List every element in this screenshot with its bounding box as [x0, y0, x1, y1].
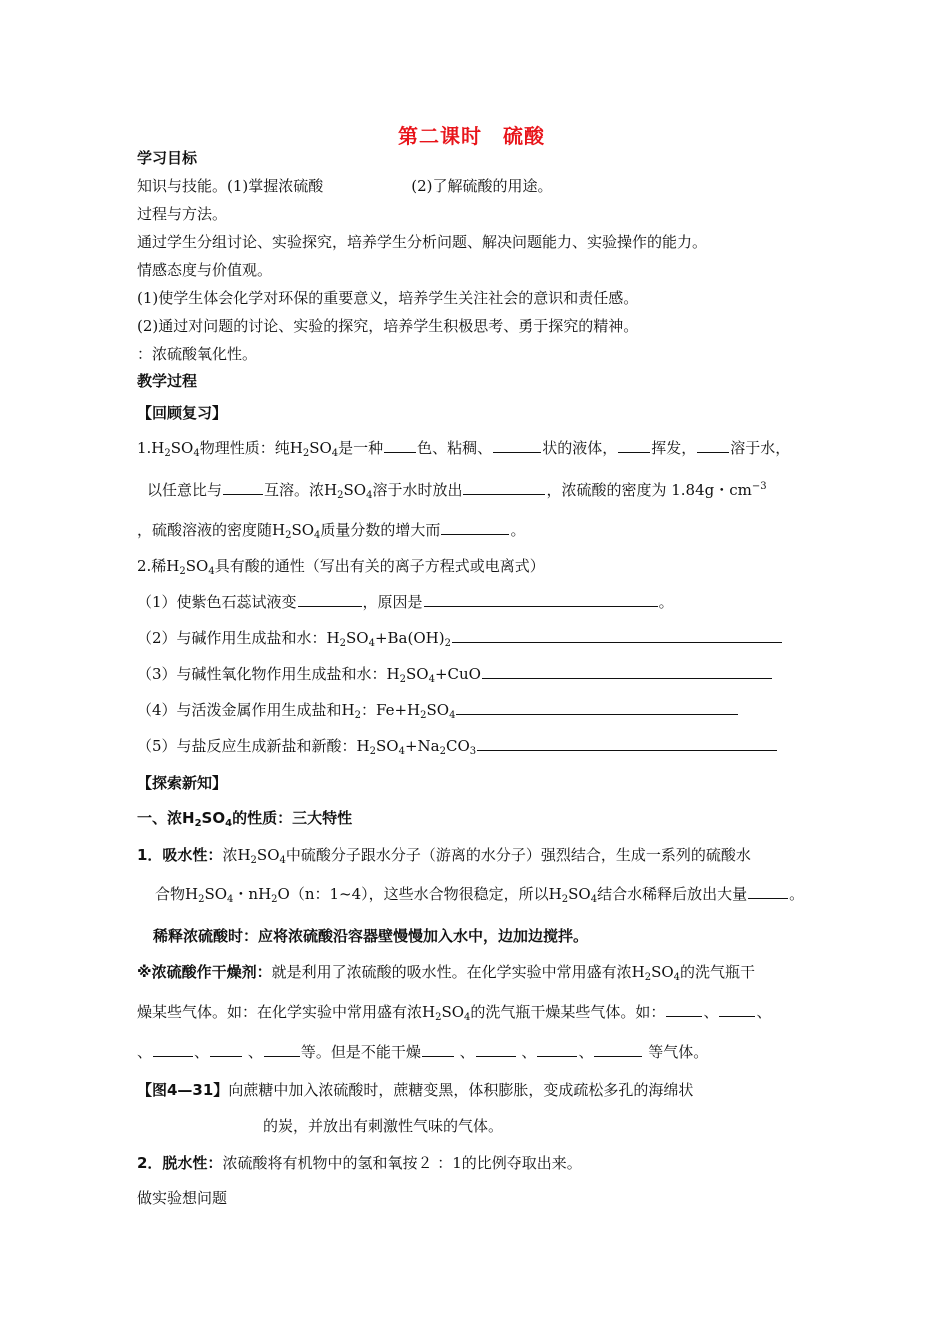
- desiccant-line2: 燥某些气体。如：在化学实验中常用盛有浓$H_2SO_4$的洗气瓶干燥某些气体。如： 、 、: [137, 1003, 772, 1023]
- blank[interactable]: [594, 1042, 642, 1057]
- blank[interactable]: [210, 1042, 242, 1057]
- review-q1-line2: 以任意比与 互溶。浓$H_2SO_4$溶于水时放出 ，浓硫酸的密度为 1.84g・$cm^{-3}$: [147, 481, 767, 501]
- objective-focus: ：浓硫酸氧化性。: [137, 345, 258, 363]
- objective-emotion-2: (2)通过对问题的讨论、实验的探究，培养学生积极思考、勇于探究的精神。: [137, 317, 639, 335]
- section-1-heading: 一、浓$H_2SO_4$的性质：三大特性: [137, 809, 353, 829]
- blank[interactable]: [424, 592, 658, 607]
- review-heading: 【回顾复习】: [137, 404, 228, 422]
- objective-emotion-1: (1)使学生体会化学对环保的重要意义，培养学生关注社会的意识和责任感。: [137, 289, 639, 307]
- dilution-note: 稀释浓硫酸时：应将浓硫酸沿容器壁慢慢加入水中，边加边搅拌。: [153, 927, 589, 945]
- desiccant-line3: 、 、 、 等。但是不能干燥 、 、 、 等气体。: [137, 1043, 709, 1061]
- blank[interactable]: [537, 1042, 577, 1057]
- objective-emotion-heading: 情感态度与价值观。: [137, 261, 273, 279]
- blank[interactable]: [482, 664, 772, 679]
- review-q2-item2: （2）与碱作用生成盐和水：$H_2SO_4+Ba(OH)_2$: [137, 628, 783, 648]
- figure-4-31-line2: 的炭，并放出有刺激性气味的气体。: [263, 1117, 504, 1135]
- experiment-note: 做实验想问题: [137, 1189, 228, 1207]
- review-q2: 2.稀$H_2SO_4$具有酸的通性（写出有关的离子方程式或电离式）: [137, 557, 545, 577]
- review-q2-item3: （3）与碱性氧化物作用生成盐和水：$H_2SO_4+CuO$: [137, 664, 773, 684]
- blank[interactable]: [719, 1002, 755, 1017]
- objective-process-heading: 过程与方法。: [137, 205, 228, 223]
- property-1-line1: 1．吸水性：浓$H_2SO_4$中硫酸分子跟水分子（游离的水分子）强烈结合，生成一系列的硫酸水: [137, 846, 751, 866]
- property-2: 2．脱水性：浓硫酸将有机物中的氢和氧按２ ：1的比例夺取出来。: [137, 1154, 582, 1172]
- blank[interactable]: [666, 1002, 702, 1017]
- page-title: 第二课时 硫酸: [398, 124, 545, 148]
- blank[interactable]: [463, 480, 545, 495]
- blank[interactable]: [476, 1042, 516, 1057]
- blank[interactable]: [748, 884, 788, 899]
- explore-heading: 【探索新知】: [137, 774, 228, 792]
- process-heading: 教学过程: [137, 372, 198, 390]
- review-q1-line3: ，硫酸溶液的密度随$H_2SO_4$质量分数的增大而 。: [137, 521, 526, 541]
- blank[interactable]: [697, 438, 729, 453]
- blank[interactable]: [153, 1042, 193, 1057]
- blank[interactable]: [441, 520, 509, 535]
- property-1-line2: 合物$H_2SO_4$・$nH_2O(n$：1~4），这些水合物很稳定，所以$H_2SO_4$结合水稀释后放出大量 。: [155, 885, 805, 905]
- blank[interactable]: [452, 628, 782, 643]
- review-q2-item4: （4）与活泼金属作用生成盐和$H_2$：$Fe+H_2SO_4$: [137, 700, 739, 720]
- objective-process-text: 通过学生分组讨论、实验探究，培养学生分析问题、解决问题能力、实验操作的能力。: [137, 233, 708, 251]
- objective-knowledge: 知识与技能。(1)掌握浓硫酸 (2)了解硫酸的用途。: [137, 177, 553, 195]
- blank[interactable]: [618, 438, 650, 453]
- blank[interactable]: [422, 1042, 454, 1057]
- figure-4-31-line1: 【图4—31】向蔗糖中加入浓硫酸时，蔗糖变黑，体积膨胀，变成疏松多孔的海绵状: [137, 1081, 694, 1099]
- desiccant-line1: ※浓硫酸作干燥剂：就是利用了浓硫酸的吸水性。在化学实验中常用盛有浓$H_2SO_4$的洗气瓶干: [137, 963, 756, 983]
- blank[interactable]: [264, 1042, 300, 1057]
- review-q1-line1: $1.H_2SO_4$物理性质：纯$H_2SO_4$是一种 色、粘稠、 状的液体， 挥发， 溶于水，: [137, 439, 791, 459]
- blank[interactable]: [298, 592, 362, 607]
- objectives-heading: 学习目标: [137, 149, 198, 167]
- review-q2-item5: （5）与盐反应生成新盐和新酸：$H_2SO_4+Na_2CO_3$: [137, 736, 778, 756]
- review-q2-item1: （1）使紫色石蕊试液变 ，原因是 。: [137, 593, 674, 611]
- blank[interactable]: [223, 480, 263, 495]
- blank[interactable]: [493, 438, 541, 453]
- blank[interactable]: [456, 700, 738, 715]
- blank[interactable]: [477, 736, 777, 751]
- blank[interactable]: [384, 438, 416, 453]
